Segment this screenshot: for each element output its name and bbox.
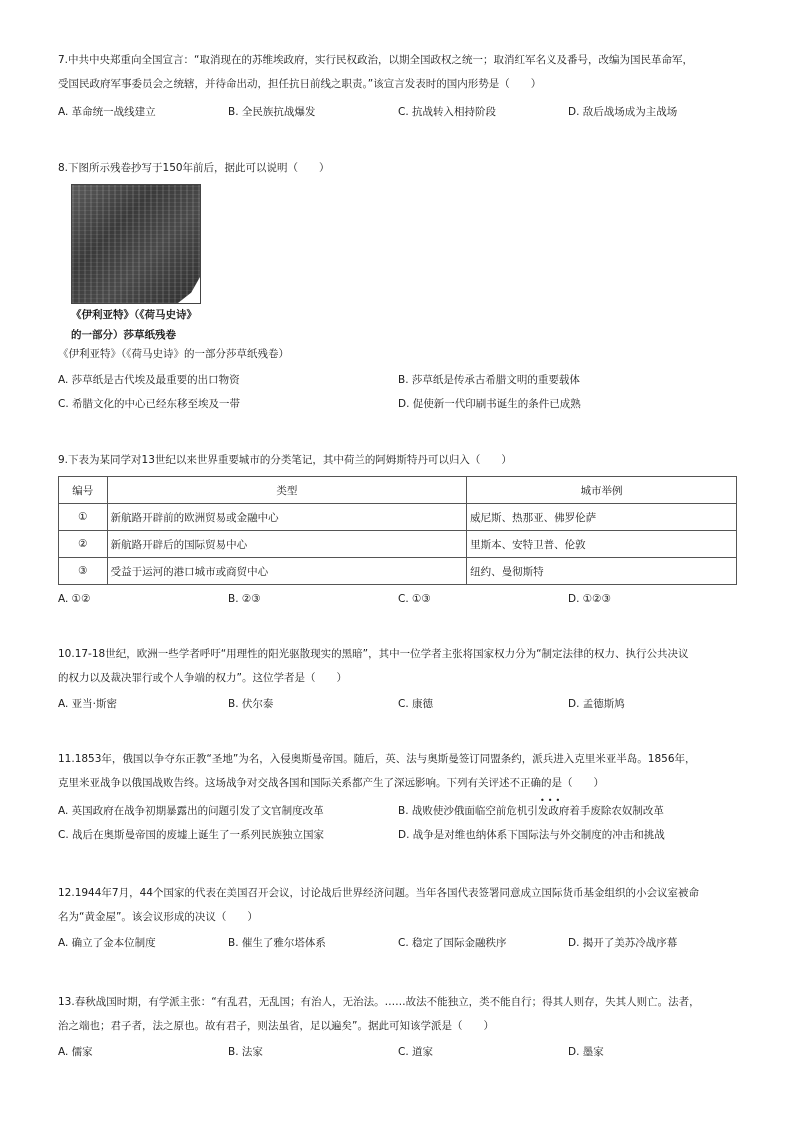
table-header-row bbox=[59, 477, 737, 504]
option-a[interactable]: A. 儒家 bbox=[58, 1046, 93, 1058]
question-7-stem-line2: 受国民政府军事委员会之统辖，并待命出动，担任抗日前线之职责。”该宣言发表时的国内形势是（ ） bbox=[58, 78, 542, 90]
option-c[interactable]: C. ①③ bbox=[398, 593, 431, 605]
question-12-stem-line1: 12.1944年7月，44个国家的代表在美国召开会议，讨论战后世界经济问题。当年各国代表签署同意成立国际货币基金组织的小会议室被命 bbox=[58, 887, 699, 899]
question-13-options bbox=[58, 1040, 748, 1064]
option-d[interactable]: D. 孟德斯鸠 bbox=[568, 698, 625, 710]
image-caption-line1: 《伊利亚特》（《荷马史诗》 bbox=[71, 309, 197, 321]
option-b[interactable]: B. 伏尔泰 bbox=[228, 698, 274, 710]
row-number: ① bbox=[59, 504, 108, 531]
option-d[interactable]: D. ①②③ bbox=[568, 593, 611, 605]
option-c[interactable]: C. 稳定了国际金融秩序 bbox=[398, 937, 507, 949]
row-cities: 纽约、曼彻斯特 bbox=[467, 558, 737, 585]
question-8-options-row2 bbox=[58, 392, 748, 416]
question-7-options bbox=[58, 100, 748, 124]
table-row bbox=[59, 558, 737, 585]
option-a[interactable]: A. 莎草纸是古代埃及最重要的出口物资 bbox=[58, 374, 240, 386]
image-caption-line2: 的一部分）莎草纸残卷 bbox=[71, 329, 176, 341]
row-cities: 里斯本、安特卫普、伦敦 bbox=[467, 531, 737, 558]
question-12 bbox=[58, 881, 748, 955]
row-type: 新航路开辟前的欧洲贸易或金融中心 bbox=[107, 504, 467, 531]
row-number: ② bbox=[59, 531, 108, 558]
question-12-options bbox=[58, 931, 748, 955]
question-11 bbox=[58, 747, 748, 847]
table-row bbox=[59, 504, 737, 531]
option-b[interactable]: B. 全民族抗战爆发 bbox=[228, 106, 316, 118]
question-13 bbox=[58, 990, 748, 1064]
option-d[interactable]: D. 敌后战场成为主战场 bbox=[568, 106, 678, 118]
option-a[interactable]: A. ①② bbox=[58, 593, 91, 605]
question-8 bbox=[58, 156, 748, 180]
option-b[interactable]: B. ②③ bbox=[228, 593, 261, 605]
question-9 bbox=[58, 448, 748, 472]
question-11-options-row1 bbox=[58, 799, 748, 823]
question-8-body bbox=[58, 342, 748, 416]
option-b[interactable]: B. 法家 bbox=[228, 1046, 263, 1058]
row-type: 受益于运河的港口城市或商贸中心 bbox=[107, 558, 467, 585]
question-13-stem-line1: 13.春秋战国时期，有学派主张：“有乱君，无乱国；有治人，无治法。……故法不能独立，类不能自行；得其人则存，失其人则亡。法者， bbox=[58, 996, 700, 1008]
question-8-caption-text: 《伊利亚特》（《荷马史诗》的一部分莎草纸残卷） bbox=[58, 348, 289, 360]
row-type: 新航路开辟后的国际贸易中心 bbox=[107, 531, 467, 558]
question-7-stem-line1: 7.中共中央郑重向全国宣言：“取消现在的苏维埃政府，实行民权政治，以期全国政权之统一；取消红军名义及番号，改编为国民革命军， bbox=[58, 54, 693, 66]
option-b[interactable]: B. 莎草纸是传承古希腊文明的重要载体 bbox=[398, 374, 580, 386]
option-c[interactable]: C. 抗战转入相持阶段 bbox=[398, 106, 497, 118]
option-c[interactable]: C. 道家 bbox=[398, 1046, 434, 1058]
question-12-stem-line2: 名为“黄金屋”。该会议形成的决议（ ） bbox=[58, 911, 258, 923]
option-d[interactable]: D. 促使新一代印刷书诞生的条件已成熟 bbox=[398, 398, 581, 410]
option-a[interactable]: A. 亚当·斯密 bbox=[58, 698, 118, 710]
question-9-options bbox=[58, 587, 748, 611]
option-b[interactable]: B. 战败使沙俄面临空前危机引发政府着手废除农奴制改革 bbox=[398, 805, 664, 817]
question-9-options-wrap bbox=[58, 587, 748, 611]
option-a[interactable]: A. 确立了金本位制度 bbox=[58, 937, 156, 949]
option-c[interactable]: C. 希腊文化的中心已经东移至埃及一带 bbox=[58, 398, 241, 410]
question-7 bbox=[58, 48, 748, 124]
emphasis-dots: ••• bbox=[540, 796, 564, 805]
option-c[interactable]: C. 战后在奥斯曼帝国的废墟上诞生了一系列民族独立国家 bbox=[58, 829, 325, 841]
question-11-stem-line1: 11.1853年，俄国以争夺东正教“圣地”为名，入侵奥斯曼帝国。随后，英、法与奥斯曼签订同盟条约，派兵进入克里米亚半岛。1856年， bbox=[58, 753, 696, 765]
question-10 bbox=[58, 642, 748, 716]
row-number: ③ bbox=[59, 558, 108, 585]
question-11-stem-line2: 克里米亚战争以俄国战败告终。这场战争对交战各国和国际关系都产生了深远影响。下列有关评述不正确的是（ ） bbox=[58, 777, 604, 789]
question-10-stem-line2: 的权力以及裁决罪行或个人争端的权力”。这位学者是（ ） bbox=[58, 672, 347, 684]
question-10-stem-line1: 10.17-18世纪，欧洲一些学者呼吁“用理性的阳光驱散现实的黑暗”，其中一位学者主张将国家权力分为“制定法律的权力、执行公共决议 bbox=[58, 648, 689, 660]
city-classification-table bbox=[58, 476, 737, 585]
question-9-stem: 9.下表为某同学对13世纪以来世界重要城市的分类笔记，其中荷兰的阿姆斯特丹可以归入（ ） bbox=[58, 454, 512, 466]
option-b[interactable]: B. 催生了雅尔塔体系 bbox=[228, 937, 326, 949]
row-cities: 威尼斯、热那亚、佛罗伦萨 bbox=[467, 504, 737, 531]
option-c[interactable]: C. 康德 bbox=[398, 698, 434, 710]
papyrus-fragment-image bbox=[71, 184, 201, 304]
option-d[interactable]: D. 墨家 bbox=[568, 1046, 604, 1058]
option-a[interactable]: A. 革命统一战线建立 bbox=[58, 106, 156, 118]
question-10-options bbox=[58, 692, 748, 716]
table-row bbox=[59, 531, 737, 558]
header-number: 编号 bbox=[59, 477, 108, 504]
option-d[interactable]: D. 战争是对维也纳体系下国际法与外交制度的冲击和挑战 bbox=[398, 829, 665, 841]
header-cities: 城市举例 bbox=[467, 477, 737, 504]
header-type: 类型 bbox=[107, 477, 467, 504]
question-11-options-row2 bbox=[58, 823, 748, 847]
option-a[interactable]: A. 英国政府在战争初期暴露出的问题引发了文官制度改革 bbox=[58, 805, 324, 817]
option-d[interactable]: D. 揭开了美苏冷战序幕 bbox=[568, 937, 678, 949]
question-13-stem-line2: 治之端也；君子者，法之原也。故有君子，则法虽省，足以遍矣”。据此可知该学派是（ ） bbox=[58, 1020, 494, 1032]
question-8-options-row1 bbox=[58, 368, 748, 392]
question-8-stem: 8.下图所示残卷抄写于150年前后，据此可以说明（ ） bbox=[58, 162, 330, 174]
